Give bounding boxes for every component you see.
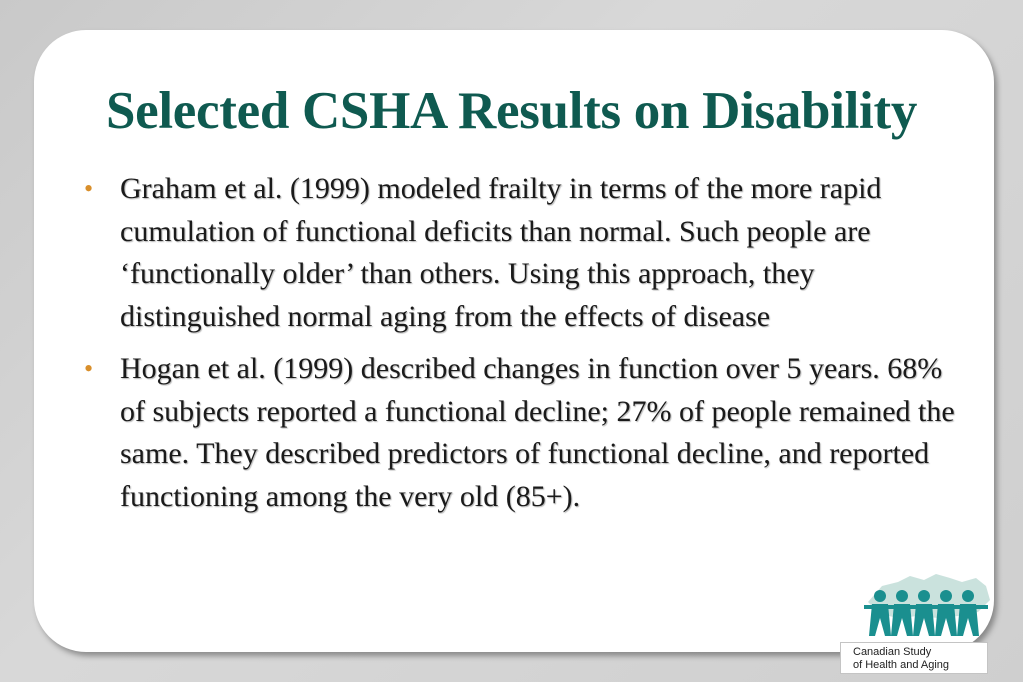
logo-caption-line2: of Health and Aging xyxy=(853,659,950,671)
bullet-item-graham xyxy=(84,168,964,338)
logo-caption-line1: Canadian Study xyxy=(853,646,932,658)
people-map-icon xyxy=(858,572,994,640)
bullet-marker: • xyxy=(84,354,94,383)
bullet-text-graham: Graham et al. (1999) modeled frailty in terms of the more rapid cumulation of functional deficits than normal. Such people are ‘functionally older’ than others. Using this approach, they distinguished normal aging from the effects of disease xyxy=(120,172,882,333)
csha-logo xyxy=(838,572,998,674)
bullet-item-hogan xyxy=(84,348,964,518)
slide-title: Selected CSHA Results on Disability xyxy=(105,81,918,140)
bullet-list xyxy=(84,168,964,528)
logo-caption xyxy=(840,642,988,674)
bullet-text-hogan: Hogan et al. (1999) described changes in function over 5 years. 68% of subjects reported a functional decline; 27% of people remained the same. They described predictors of functional decline, and reported functioning among the very old (85+). xyxy=(120,352,955,513)
bullet-marker: • xyxy=(84,174,94,203)
